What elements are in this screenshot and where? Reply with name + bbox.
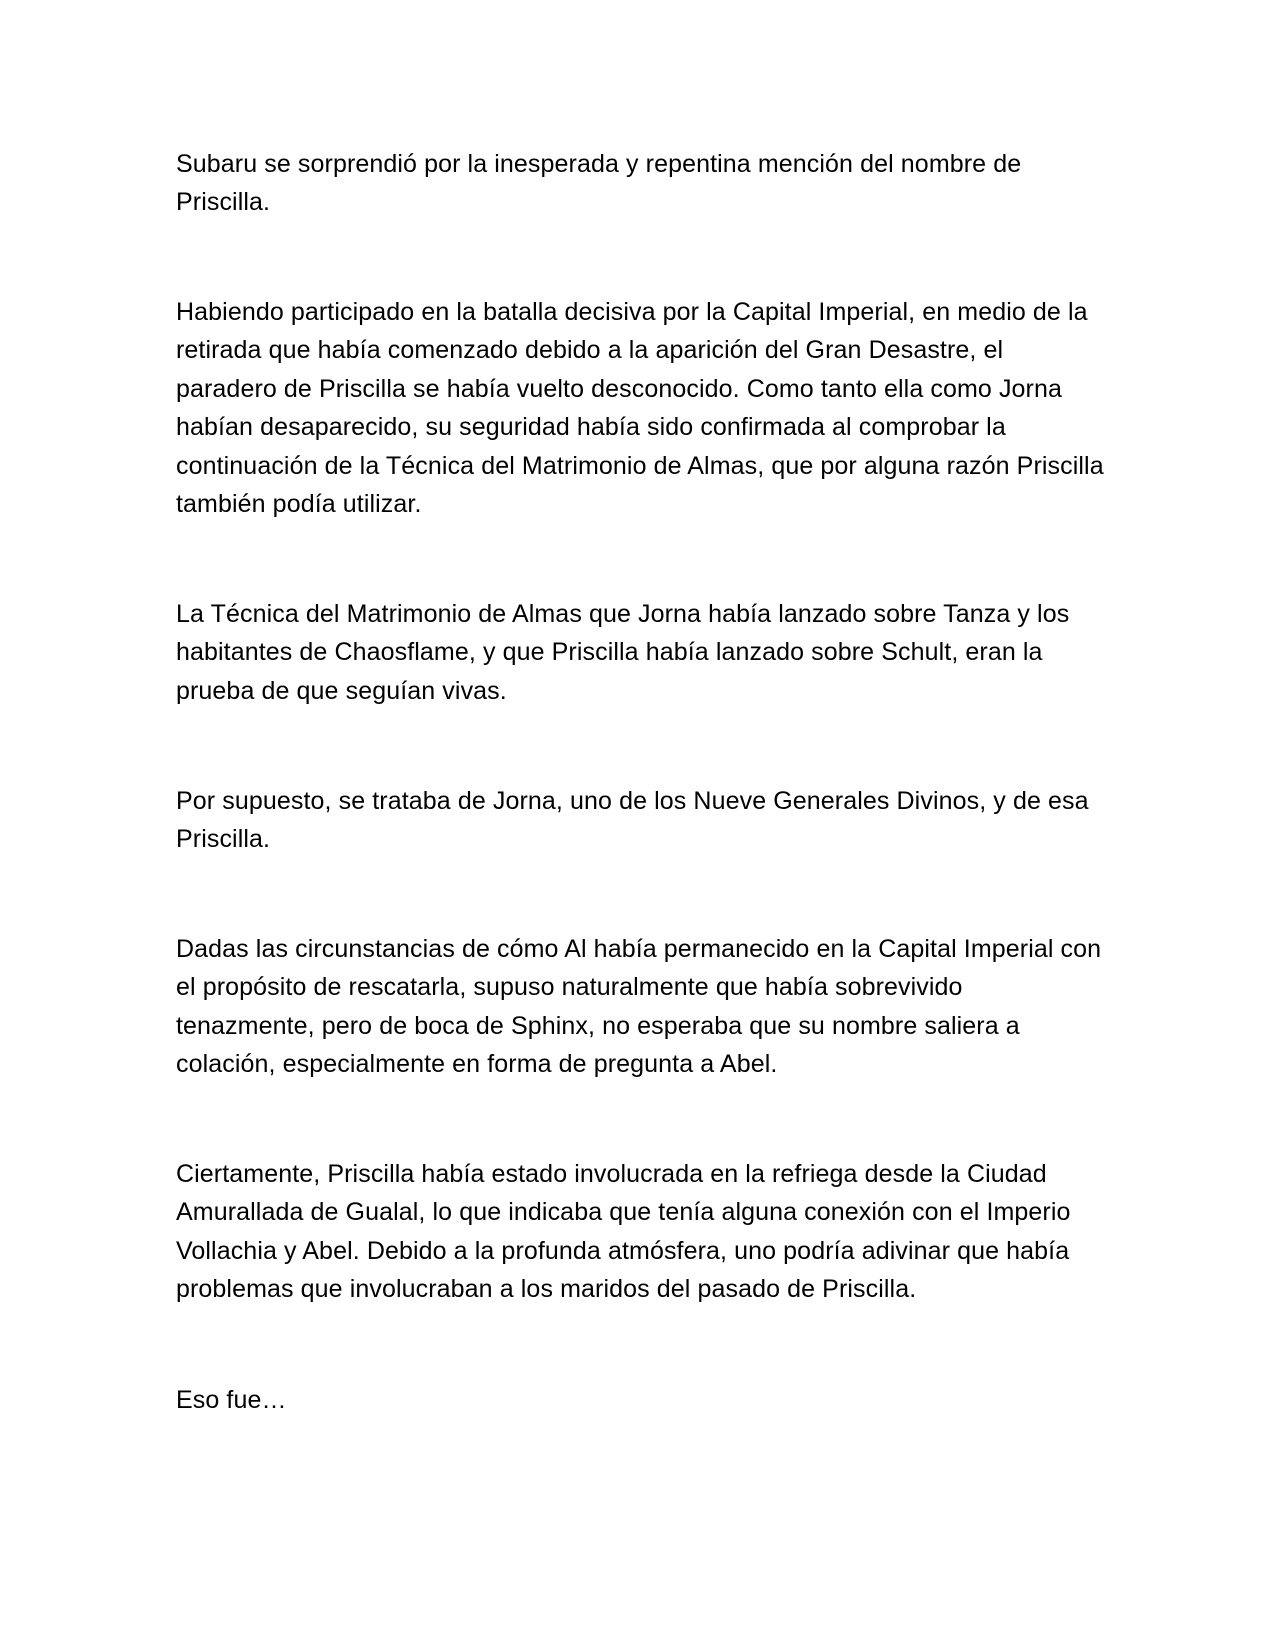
paragraph-2: Habiendo participado en la batalla decisiva por la Capital Imperial, en medio de la retirada que había comenzado debido a la aparición del Gran Desastre, el paradero de Priscilla se había vuelto desconocido. Como tanto ella como Jorna habían desaparecido, su seguridad había sido confirmada al comprobar la continuación de la Técnica del Matrimonio de Almas, que por alguna razón Priscilla también podía utilizar. [176,298,1104,519]
paragraph-6: Ciertamente, Priscilla había estado involucrada en la refriega desde la Ciudad Amurallada de Gualal, lo que indicaba que tenía alguna conexión con el Imperio Vollachia y Abel. Debido a la profunda atmósfera, uno podría adivinar que había problemas que involucraban a los maridos del pasado de Priscilla. [176,1160,1071,1304]
paragraph-7: Eso fue… [176,1386,287,1414]
paragraph-4: Por supuesto, se trataba de Jorna, uno de los Nueve Generales Divinos, y de esa Priscilla. [176,787,1089,854]
paragraph-1: Subaru se sorprendió por la inesperada y repentina mención del nombre de Priscilla. [176,150,1022,217]
paragraph-5: Dadas las circunstancias de cómo Al había permanecido en la Capital Imperial con el propósito de rescatarla, supuso naturalmente que había sobrevivido tenazmente, pero de boca de Sphinx, no esperaba que su nombre saliera a colación, especialmente en forma de pregunta a Abel. [176,935,1102,1079]
paragraph-3: La Técnica del Matrimonio de Almas que Jorna había lanzado sobre Tanza y los habitantes de Chaosflame, y que Priscilla había lanzado sobre Schult, eran la prueba de que seguían vivas. [176,600,1070,705]
